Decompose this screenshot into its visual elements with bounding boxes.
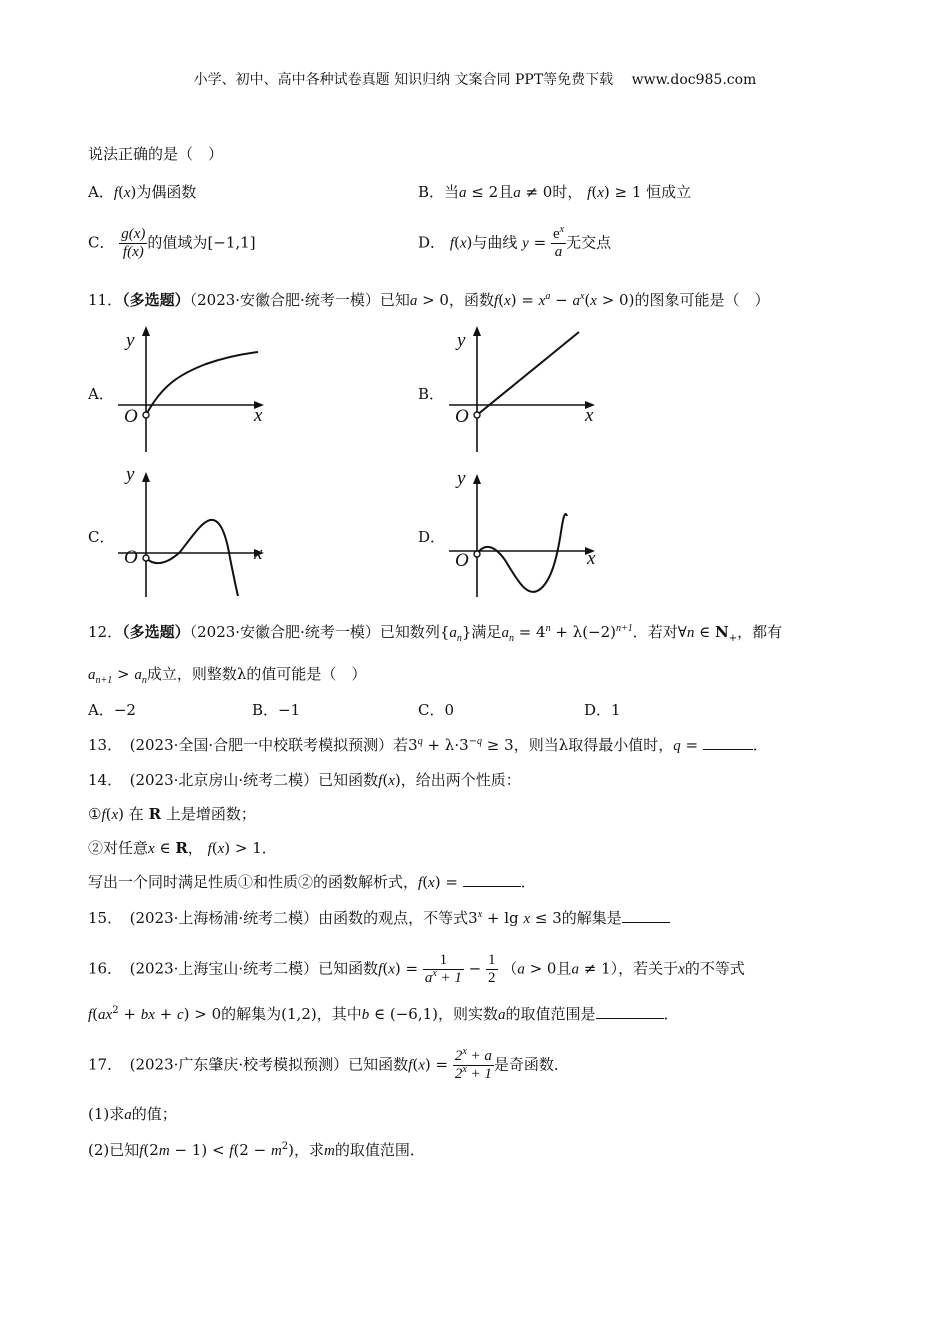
q14-stem: 14． (2023·北京房山·统考二模）已知函数f(x)，给出两个性质： (88, 771, 521, 789)
y-axis-arrow (473, 474, 481, 484)
origin-label: O (455, 550, 469, 571)
q11-stem: 11．（多选题）（2023·安徽合肥·统考一模）已知a > 0，函数$f(x) = x^a - a^x(x > 0)$的图象可能是（ ） (88, 291, 770, 309)
open-point (143, 555, 149, 561)
graph-c (110, 462, 270, 602)
q15: 15． (2023·上海杨浦·统考二模）由函数的观点，不等式$3^x + \lg x \le 3$的解集是 (88, 908, 670, 929)
y-label: y (126, 330, 135, 351)
open-point (143, 412, 149, 418)
x-label: x (587, 548, 596, 569)
q12-option-a[interactable]: A．−2 (88, 701, 136, 719)
x-label: x (254, 405, 263, 426)
y-axis-arrow (142, 472, 150, 482)
q14-ask: 写出一个同时满足性质①和性质②的函数解析式，f(x) = ． (88, 873, 536, 891)
y-label: y (126, 464, 135, 485)
curve-b (477, 332, 579, 415)
graph-b (441, 322, 601, 457)
page-header: 小学、初中、高中各种试卷真题 知识归纳 文案合同 PPT等免费下载 www.doc985.com (193, 72, 757, 88)
q13: 13． (2023·全国·合肥一中校联考模拟预测）若$3^q + \lambda\cdot 3^{-q} \ge 3$，则当λ取得最小值时，q = ． (88, 736, 768, 754)
origin-label: O (455, 406, 469, 427)
q10-stem: 说法正确的是（ ） (88, 145, 224, 163)
q10-option-c: C． $\frac{g(x)}{f(x)}$ 的值域为[−1,1] (88, 226, 256, 260)
y-axis-arrow (142, 326, 150, 336)
q10-option-d: D． f(x)与曲线 y = $\frac{e^x}{a}$ 无交点 (418, 224, 612, 260)
q10-option-b: B．当a ≤ 2且a ≠ 0时， f(x) ≥ 1 恒成立 (418, 183, 692, 201)
open-point (474, 412, 480, 418)
q12-option-d[interactable]: D．1 (584, 701, 621, 719)
y-label: y (457, 330, 466, 351)
graph-a (110, 322, 270, 457)
q16-stem: 16． (2023·上海宝山·统考二模）已知函数f(x) = $\frac{1}{a^x + 1}$ − $\frac{1}{2}$ （a > 0且a ≠ 1），若关于x的不等式 (88, 952, 745, 986)
q12-option-b[interactable]: B．−1 (252, 701, 301, 719)
q14-answer-blank[interactable] (463, 872, 521, 887)
y-axis-arrow (473, 326, 481, 336)
q12-option-c[interactable]: C．0 (418, 701, 455, 719)
curve-d (477, 514, 567, 592)
origin-label: O (124, 406, 138, 427)
q16-line2: $f(ax^2$ + bx + c) > 0的解集为(1,2)，其中b ∈ (−6,1)，则实数a的取值范围是 ． (88, 1005, 679, 1023)
q12-stem: 12．（多选题）（2023·安徽合肥·统考一模）已知数列$\{a_n\}$满足$a_n = 4^n + \lambda(-2)^{n+1}$．若对∀n ∈ $N_+$，都有 (88, 623, 783, 644)
q12-line2: $a_{n+1} > a_n$成立，则整数λ的值可能是（ ） (88, 665, 367, 686)
origin-label: O (124, 547, 138, 568)
q11-option-a-label[interactable]: A． (88, 385, 114, 403)
q16-answer-blank[interactable] (596, 1004, 664, 1019)
q17-part-2: (2)已知$f(2m - 1) < f(2 - m^2)$，求m的取值范围． (88, 1141, 425, 1159)
q14-property-2: ②对任意x ∈ R， f(x) > 1． (88, 839, 277, 857)
q17-part-1: (1)求a的值； (88, 1105, 177, 1123)
curve-c (146, 520, 238, 596)
graph-d (441, 462, 611, 602)
y-label: y (457, 468, 466, 489)
q11-option-c-label[interactable]: C． (88, 528, 115, 546)
x-label: x (254, 543, 263, 564)
q11-option-d-label[interactable]: D． (418, 528, 446, 546)
q15-answer-blank[interactable] (622, 908, 670, 923)
open-point (474, 551, 480, 557)
x-label: x (585, 405, 594, 426)
q11-option-b-label[interactable]: B． (418, 385, 445, 403)
q10-option-a: A．f(x)为偶函数 (88, 183, 197, 201)
q14-property-1: ①f(x) 在 R 上是增函数； (88, 805, 256, 823)
q13-answer-blank[interactable] (703, 735, 753, 750)
q17-stem: 17． (2023·广东肇庆·校考模拟预测）已知函数f(x) = $\frac{2^x + a}{2^x + 1}$ 是奇函数． (88, 1046, 569, 1082)
